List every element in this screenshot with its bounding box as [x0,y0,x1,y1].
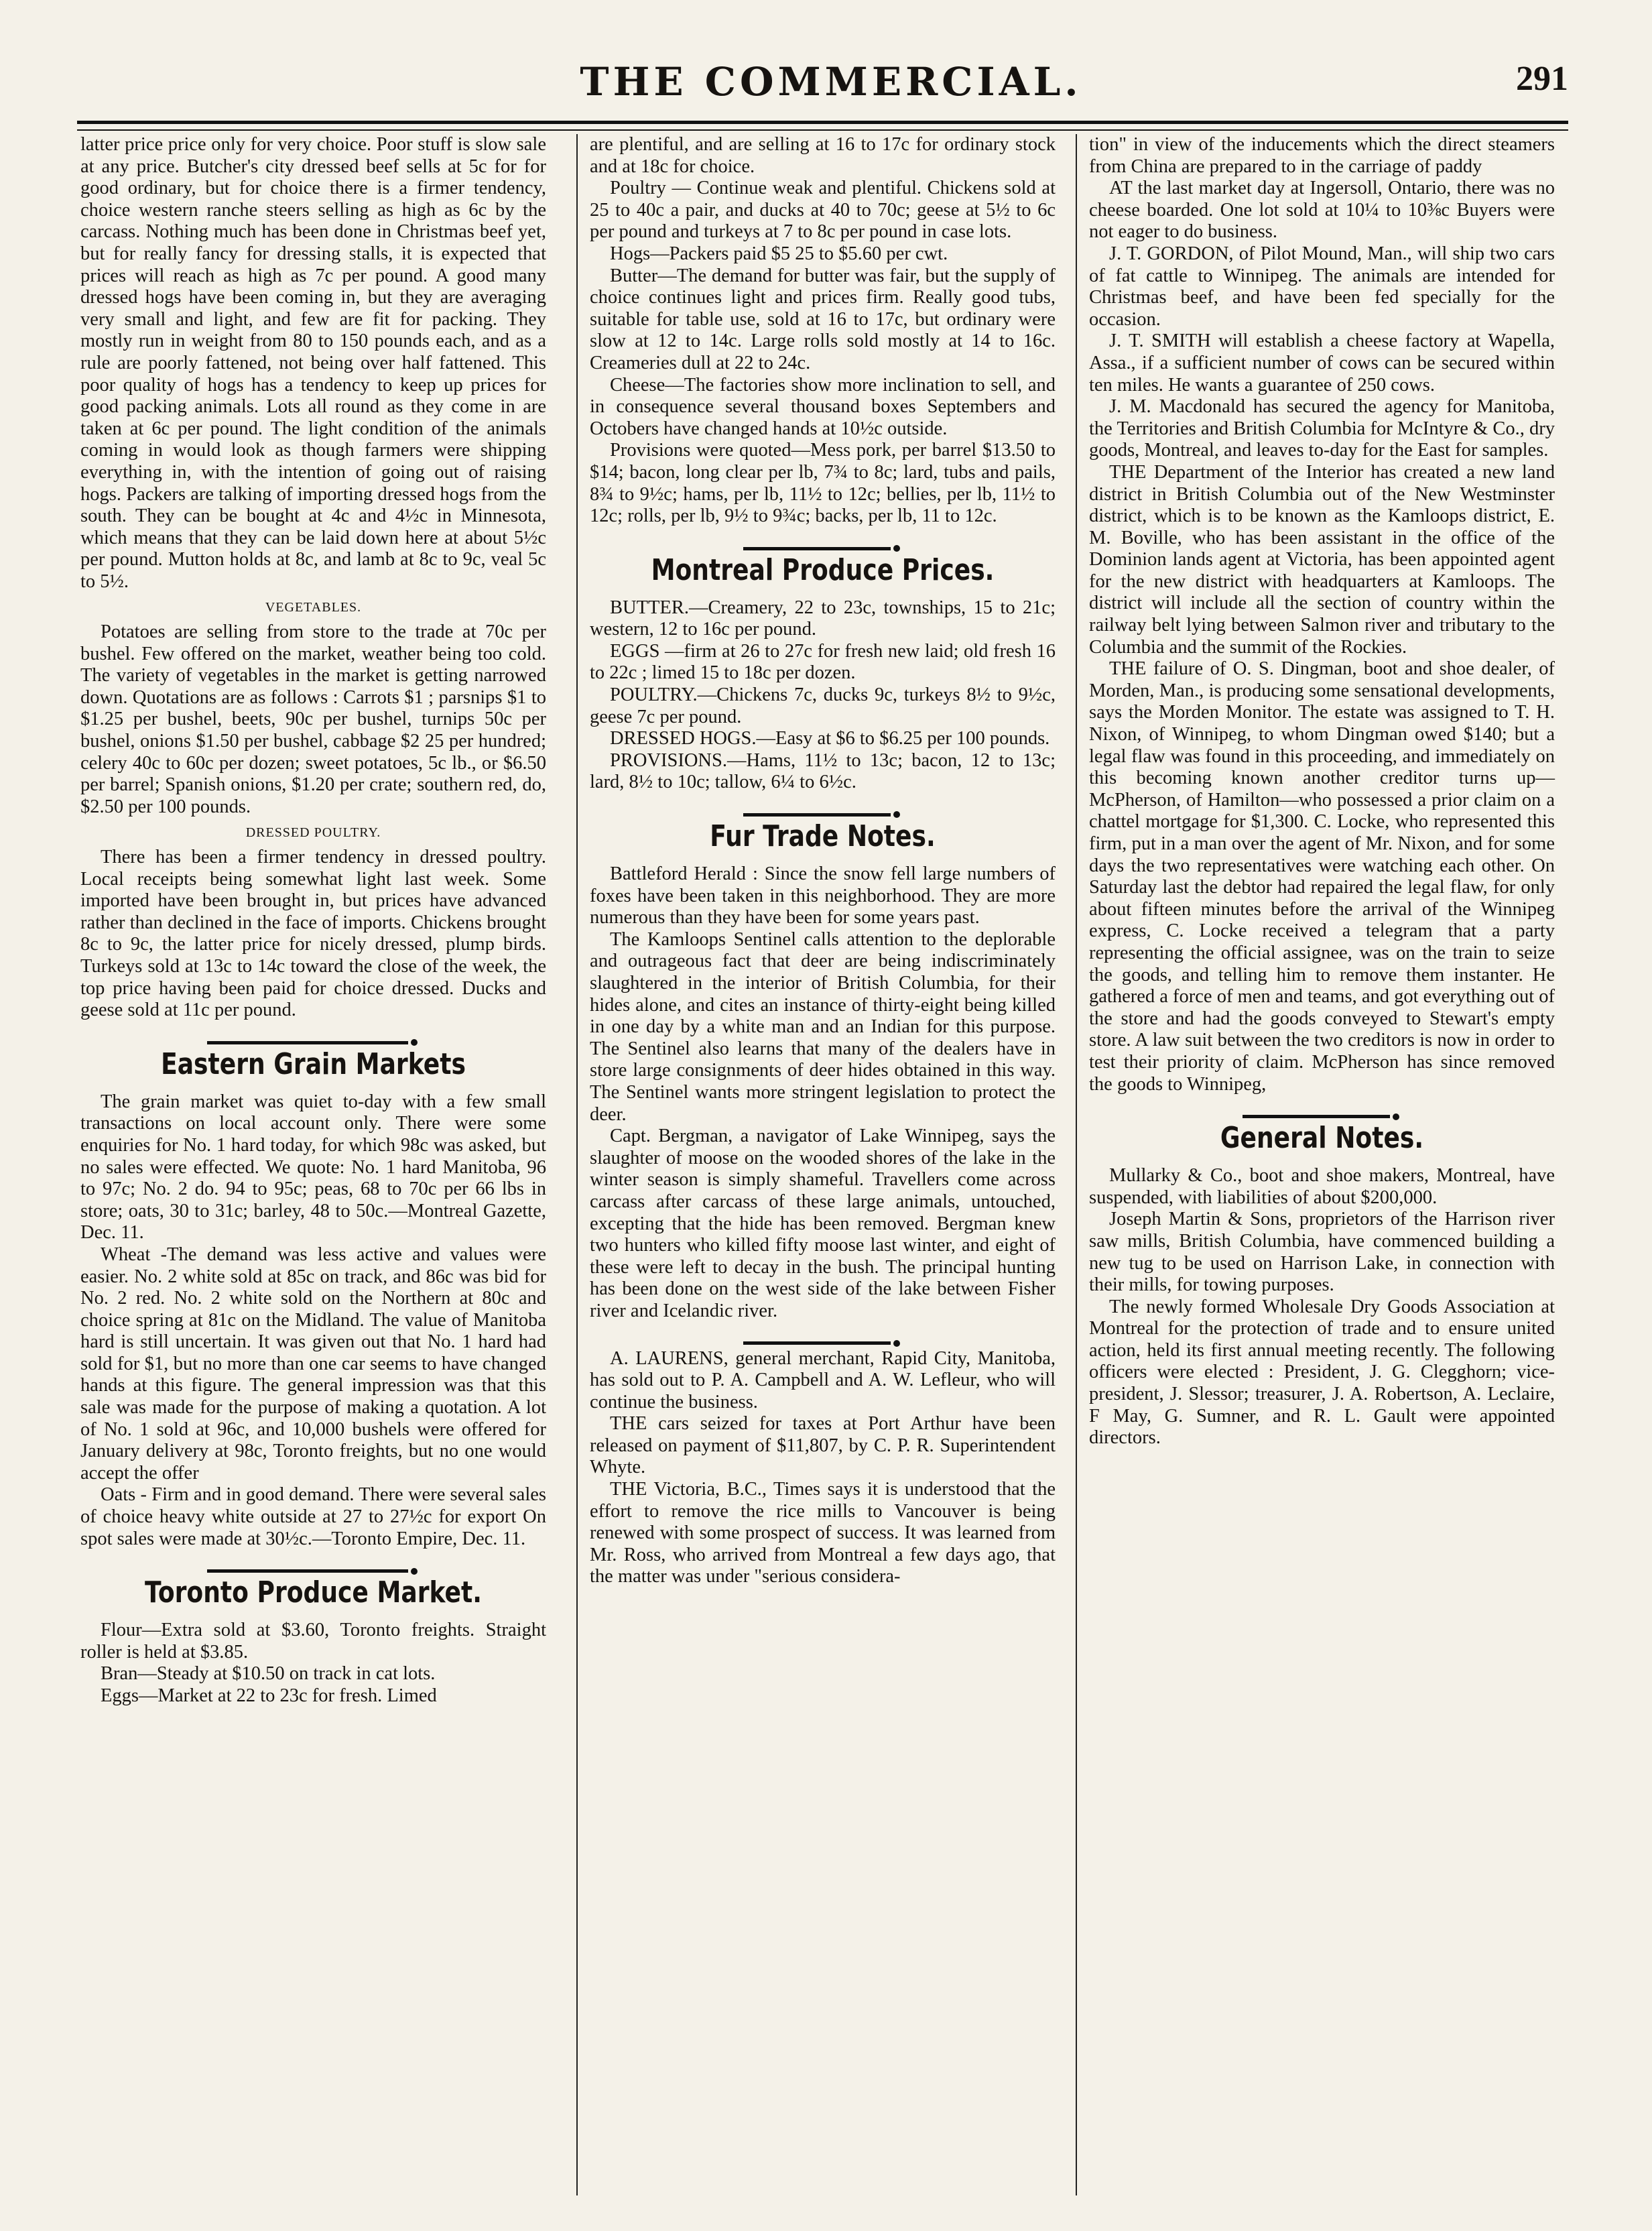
column-divider [1076,134,1077,2195]
article-text: Flour—Extra sold at $3.60, Toronto freights. Straight roller is held at $3.85. [80,1620,546,1663]
article-text: THE Victoria, B.C., Times says it is understood that the effort to remove the rice mills to Vancouver is being renewed with some prospect of success. It was learned from Mr. Ross, who arrived from Montreal a few days ago, that the matter was under "serious considera- [590,1479,1056,1587]
article-text: A. LAURENS, general merchant, Rapid City, Manitoba, has sold out to P. A. Campbell and A. W. Lefleur, who will continue the business. [590,1347,1056,1412]
article-text: BUTTER.—Creamery, 22 to 23c, townships, 15 to 21c; western, 12 to 16c per pound. [590,597,1056,640]
article-text: Wheat -The demand was less active and values were easier. No. 2 white sold at 85c on track, and 86c was bid for No. 2 red. No. 2 white sold on the Northern at 80c and choice spring at 81c on the Midland. The value of Manitoba hard is still uncertain. It was given out that No. 1 hard had sold for $1, but no more than one car seems to have changed hands at this figure. The general impression was that this sale was made for the purpose of making a quotation. A lot of No. 1 sold at 96c, and 10,000 bushels were offered for January delivery at 98c, Toronto freights, but no one would accept the offer [80,1244,546,1484]
article-text: There has been a firmer tendency in dressed poultry. Local receipts being somewhat light last week. Some imported have been brought in, but prices have advanced rather than declined in the face of imports. Chickens brought 8c to 9c, the latter price for nicely dressed, plump birds. Turkeys sold at 13c to 14c toward the close of the week, the top price having been paid for choice dressed. Ducks and geese sold at 11c per pound. [80,847,546,1021]
masthead [94,19,1568,119]
subheading-vegetables: VEGETABLES. [265,600,362,615]
article-text: Oats - Firm and in good demand. There were several sales of choice heavy white outside at 27 to 27½c for export On spot sales were made at 30½c.—Toronto Empire, Dec. 11. [80,1484,546,1549]
article-text: DRESSED HOGS.—Easy at $6 to $6.25 per 100 pounds. [610,728,1050,749]
section-ornament [80,1031,546,1039]
article-text: Hogs—Packers paid $5 25 to $5.60 per cwt. [610,243,948,264]
article-text: Mullarky & Co., boot and shoe makers, Montreal, have suspended, with liabilities of about $200,000. [1089,1165,1555,1208]
column-1 [80,134,546,1707]
column-2 [590,134,1056,1588]
article-text: J. T. GORDON, of Pilot Mound, Man., will ship two cars of fat cattle to Winnipeg. The animals are intended for Christmas beef, and have been fed specially for the occasion. [1089,243,1555,330]
column-divider [576,134,578,2195]
article-text: THE failure of O. S. Dingman, boot and shoe dealer, of Morden, Man., is producing some sensational developments, says the Morden Monitor. The estate was assigned to T. H. Nixon, of Winnipeg, to whom Dingman owed $140; but a legal flaw was found in this proceeding, and immediately on this becoming known another creditor turns up—McPherson, of Hamilton—who possessed a prior claim on a chattel mortgage for $1,300. C. Locke, who represented this firm, put in a man over the agent of Mr. Nixon, and for some days the two representatives were watching each other. On Saturday last the debtor had repaired the legal flaw, for only about fifteen minutes before the arrival of the Winnipeg express, C. Locke received a telegram that a party representing the official assignee, was on the train to seize the goods, and telling him to remove them instanter. He gathered a force of men and teams, and got everything out of the store and had the goods conveyed to Stewart's empty store. A law suit between the two creditors is now in order to test their priority of claim. McPherson has since removed the goods to Winnipeg, [1089,658,1555,1095]
article-text: THE Department of the Interior has created a new land district in British Columbia out of the New Westminster district, which is to be known as the Kamloops district, E. M. Boville, who has been assistant in the office of the Dominion lands agent at Victoria, has been appointed agent for the new district with headquarters at Kamloops. The district will include all the section of country within the railway belt lying between Salmon river and tributary to the Columbia and the summit of the Rockies. [1089,461,1555,658]
article-text: The grain market was quiet to-day with a few small transactions on local account only. There were some enquiries for No. 1 hard today, for which 98c was asked, but no sales were effected. We quote: No. 1 hard Manitoba, 96 to 97c; No. 2 do. 94 to 95c; peas, 68 to 70c per 66 lbs in store; oats, 30 to 31c; barley, 48 to 50c.—Montreal Gazette, Dec. 11. [80,1091,546,1244]
heading-general-notes: General Notes. [1220,1121,1424,1156]
article-text: Battleford Herald : Since the snow fell large numbers of foxes have been taken in this neighborhood. They are more numerous than they have been for some years past. [590,863,1056,928]
heading-eastern-grain: Eastern Grain Markets [161,1046,466,1081]
article-text: THE cars seized for taxes at Port Arthur have been released on payment of $11,807, by C. P. R. Superintendent Whyte. [590,1413,1056,1478]
section-ornament [590,537,1056,545]
heading-montreal-produce: Montreal Produce Prices. [651,552,995,587]
section-ornament [1089,1105,1555,1113]
article-text: Capt. Bergman, a navigator of Lake Winnipeg, says the slaughter of moose on the wooded shores of the lake in the winter season is simply shameful. Travellers come across carcass after carcass of these large animals, untouched, excepting that the hide has been removed. Bergman knew two hunters who killed fifty moose last winter, and eight of these were left to decay in the bush. The principal hunting has been done on the west side of the lake between Fisher river and Icelandic river. [590,1126,1056,1321]
column-3 [1089,134,1555,1449]
article-text: AT the last market day at Ingersoll, Ontario, there was no cheese boarded. One lot sold at 10¼ to 10⅜c Buyers were not eager to do business. [1089,178,1555,243]
heading-fur-trade: Fur Trade Notes. [710,819,936,854]
page-number: 291 [1516,60,1568,98]
article-text: Potatoes are selling from store to the trade at 70c per bushel. Few offered on the market, weather being too cold. The variety of vegetables in the market is getting narrowed down. Quotations are as follows : Carrots $1 ; parsnips $1 to $1.25 per bushel, beets, 90c per bushel, turnips 50c per bushel, onions $1.50 per bushel, cabbage $2 25 per hundred; celery 40c to 60c per dozen; sweet potatoes, 5c lb., or $6.50 per barrel; Spanish onions, $1.20 per crate; southern red, do, $2.50 per 100 pounds. [80,621,546,817]
section-ornament [590,1332,1056,1340]
article-text: EGGS —firm at 26 to 27c for fresh new laid; old fresh 16 to 22c ; limed 15 to 18c per dozen. [590,640,1056,684]
section-ornament [590,803,1056,811]
article-text: POULTRY.—Chickens 7c, ducks 9c, turkeys 8½ to 9½c, geese 7c per pound. [590,684,1056,727]
newspaper-title: THE COMMERCIAL. [580,59,1082,105]
article-text: PROVISIONS.—Hams, 11½ to 13c; bacon, 12 to 13c; lard, 8½ to 10c; tallow, 6¼ to 6½c. [590,749,1056,793]
article-text: The Kamloops Sentinel calls attention to the deplorable and outrageous fact that deer are being indiscriminately slaughtered in the interior of British Columbia, for their hides alone, and cites an instance of thirty-eight being killed in one day by a white man and an Indian for this purpose. The Sentinel also learns that many of the dealers have in store large consignments of deer hides obtained in this way. The Sentinel wants more stringent legislation to protect the deer. [590,928,1056,1125]
article-text: Provisions were quoted—Mess pork, per barrel $13.50 to $14; bacon, long clear per lb, 7¾ to 8c; lard, tubs and pails, 8¾ to 9½c; hams, per lb, 11½ to 12c; bellies, per lb, 11½ to 12c; rolls, per lb, 9½ to 9¾c; backs, per lb, 11 to 12c. [590,440,1056,527]
heading-toronto-produce: Toronto Produce Market. [145,1575,482,1610]
article-text: Cheese—The factories show more inclination to sell, and in consequence several thousand boxes Septembers and Octobers have changed hands at 10½c outside. [590,374,1056,439]
article-text: Poultry — Continue weak and plentiful. Chickens sold at 25 to 40c a pair, and ducks at 40 to 70c; geese at 5½ to 6c per pound and turkeys at 7 to 8c per pound in case lots. [590,178,1056,243]
header-rule-thin [77,129,1568,131]
article-text: J. T. SMITH will establish a cheese factory at Wapella, Assa., if a sufficient number of cows can be secured within ten miles. He wants a guarantee of 250 cows. [1089,330,1555,396]
section-ornament [80,1559,546,1567]
article-text: Eggs—Market at 22 to 23c for fresh. Limed [101,1685,437,1706]
article-text: The newly formed Wholesale Dry Goods Association at Montreal for the protection of trade and to ensure united action, held its first annual meeting recently. The following officers were elected : President, J. G. Clegghorn; vice-president, J. Slessor; treasurer, J. A. Robertson, A. Leclaire, F May, G. Sumner, and R. L. Gault were appointed directors. [1089,1296,1555,1449]
subheading-poultry: DRESSED POULTRY. [245,825,381,841]
article-text: latter price price only for very choice. Poor stuff is slow sale at any price. Butcher's city dressed beef sells at 5c for for good ordinary, but for choice there is a firmer tendency, choice western ranche steers selling as high as 6c by the carcass. Nothing much has been done in Christmas beef yet, but for really fancy for dressing stalls, it is expected that prices will reach as high as 7c per pound. A good many dressed hogs have been coming in, but they are averaging very small and light, and few are fit for packing. They mostly run in weight from 80 to 150 pounds each, and as a rule are poorly fattened, not being over half fattened. This poor quality of hogs has a tendency to keep up prices for good packing animals. Lots all round as they come in are taken at 6c per pound. The light condition of the animals coming in would look as though farmers were shipping everything in, with the intention of going out of raising hogs. Packers are talking of importing dressed hogs from the south. They can be bought at 4c and 4½c in Minnesota, which means that they can be laid down here at about 5½c per pound. Mutton holds at 8c, and lamb at 8c to 9c, veal 5c to 5½. [80,134,546,592]
article-text: J. M. Macdonald has secured the agency for Manitoba, the Territories and British Columbia for McIntyre & Co., dry goods, Montreal, and leaves to-day for the East for samples. [1089,396,1555,461]
article-text: Bran—Steady at $10.50 on track in cat lots. [101,1663,436,1685]
article-text: Joseph Martin & Sons, proprietors of the Harrison river saw mills, British Columbia, have commenced building a new tug to be used on Harrison Lake, in connection with their mills, for towing purposes. [1089,1209,1555,1296]
article-text: tion" in view of the inducements which the direct steamers from China are prepared to in the carriage of paddy [1089,134,1555,177]
article-text: Butter—The demand for butter was fair, but the supply of choice continues light and prices firm. Really good tubs, suitable for table use, sold at 16 to 17c, but ordinary were slow at 12 to 14c. Large rolls sold mostly at 14 to 16c. Creameries dull at 22 to 24c. [590,265,1056,373]
article-text: are plentiful, and are selling at 16 to 17c for ordinary stock and at 18c for choice. [590,134,1056,177]
header-rule [77,121,1568,124]
